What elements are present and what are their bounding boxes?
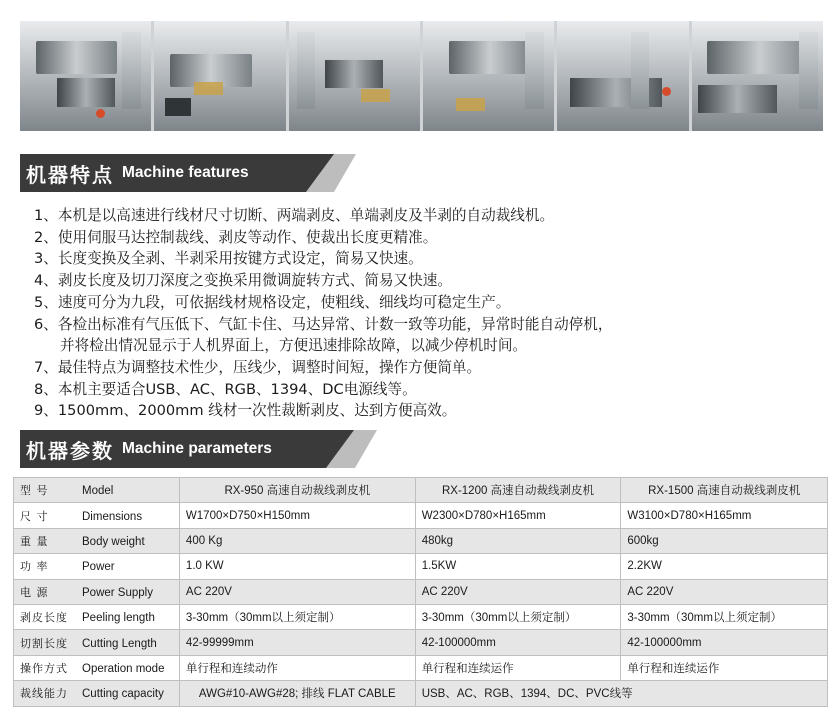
table-cell: 3-30mm（30mm以上须定制）	[179, 604, 415, 629]
feature-item-continuation: 并将检出情况显示于人机界面上，方便迅速排除故障，以减少停机时间。	[60, 337, 528, 355]
table-cell-span: USB、AC、RGB、1394、DC、PVC线等	[415, 681, 827, 706]
params-title-zh: 机器参数	[26, 438, 114, 463]
table-cell: W2300×D780×H165mm	[415, 503, 621, 528]
params-title-en: Machine parameters	[122, 440, 272, 457]
params-section-header	[20, 430, 326, 468]
feature-item: 6、各检出标准有气压低下、气缸卡住、马达异常、计数一致等功能，异常时能自动停机，	[34, 315, 613, 333]
table-cell: RX-1500 高速自动裁线剥皮机	[621, 478, 828, 503]
table-cell: 单行程和连续动作	[179, 655, 415, 680]
table-cell: AWG#10-AWG#28; 排线 FLAT CABLE	[179, 681, 415, 706]
row-label: 型 号 Model	[14, 478, 180, 503]
features-title-zh: 机器特点	[26, 162, 114, 187]
table-cell: W3100×D780×H165mm	[621, 503, 828, 528]
table-cell: 42-100000mm	[415, 630, 621, 655]
machine-photo	[692, 21, 823, 131]
row-label: 尺 寸 Dimensions	[14, 503, 180, 528]
table-row	[14, 655, 828, 680]
table-row	[14, 503, 828, 528]
table-row	[14, 478, 828, 503]
feature-item: 9、1500mm、2000mm 线材一次性裁断剥皮、达到方便高效。	[34, 402, 457, 420]
table-cell: 单行程和连续运作	[621, 655, 828, 680]
feature-item: 4、剥皮长度及切刀深度之变换采用微调旋转方式、简易又快速。	[34, 272, 452, 290]
table-cell: 3-30mm（30mm以上须定制）	[621, 604, 828, 629]
feature-item: 5、速度可分为九段，可依据线材规格设定，使粗线、细线均可稳定生产。	[34, 293, 511, 311]
row-label: 功 率 Power	[14, 554, 180, 579]
table-row	[14, 554, 828, 579]
table-row	[14, 528, 828, 553]
row-label: 切割长度 Cutting Length	[14, 630, 180, 655]
table-cell: 2.2KW	[621, 554, 828, 579]
row-label: 裁线能力 Cutting capacity	[14, 681, 180, 706]
table-cell: 42-99999mm	[179, 630, 415, 655]
row-label: 操作方式 Operation mode	[14, 655, 180, 680]
row-label: 重 量 Body weight	[14, 528, 180, 553]
table-cell: 400 Kg	[179, 528, 415, 553]
feature-item: 8、本机主要适合USB、AC、RGB、1394、DC电源线等。	[34, 380, 417, 398]
row-label: 剥皮长度 Peeling length	[14, 604, 180, 629]
machine-photo	[20, 21, 151, 131]
table-cell: AC 220V	[415, 579, 621, 604]
table-cell: 3-30mm（30mm以上须定制）	[415, 604, 621, 629]
table-cell: AC 220V	[621, 579, 828, 604]
table-cell: RX-1200 高速自动裁线剥皮机	[415, 478, 621, 503]
feature-item: 1、本机是以高速进行线材尺寸切断、两端剥皮、单端剥皮及半剥的自动裁线机。	[34, 207, 555, 224]
machine-photo	[289, 21, 420, 131]
features-title-en: Machine features	[122, 164, 249, 181]
table-row	[14, 579, 828, 604]
table-row	[14, 630, 828, 655]
machine-photo-strip	[20, 21, 823, 131]
table-cell: RX-950 高速自动裁线剥皮机	[179, 478, 415, 503]
table-cell: W1700×D750×H150mm	[179, 503, 415, 528]
machine-photo	[423, 21, 554, 131]
feature-item: 7、最佳特点为调整技术性少，压线少，调整时间短，操作方便简单。	[34, 358, 482, 376]
machine-parameters-table	[13, 477, 828, 707]
table-cell: 1.5KW	[415, 554, 621, 579]
table-cell: 42-100000mm	[621, 630, 828, 655]
machine-photo	[154, 21, 285, 131]
features-list	[34, 205, 824, 422]
table-cell: 单行程和连续运作	[415, 655, 621, 680]
row-label: 电 源 Power Supply	[14, 579, 180, 604]
features-section-header	[20, 154, 306, 192]
feature-item: 2、使用伺服马达控制裁线、剥皮等动作、使裁出长度更精准。	[34, 228, 438, 246]
feature-item: 3、长度变换及全剥、半剥采用按键方式设定，简易又快速。	[34, 250, 423, 268]
table-cell: 480kg	[415, 528, 621, 553]
table-cell: 600kg	[621, 528, 828, 553]
table-row	[14, 681, 828, 706]
table-cell: 1.0 KW	[179, 554, 415, 579]
machine-photo	[557, 21, 688, 131]
table-row	[14, 604, 828, 629]
table-cell: AC 220V	[179, 579, 415, 604]
